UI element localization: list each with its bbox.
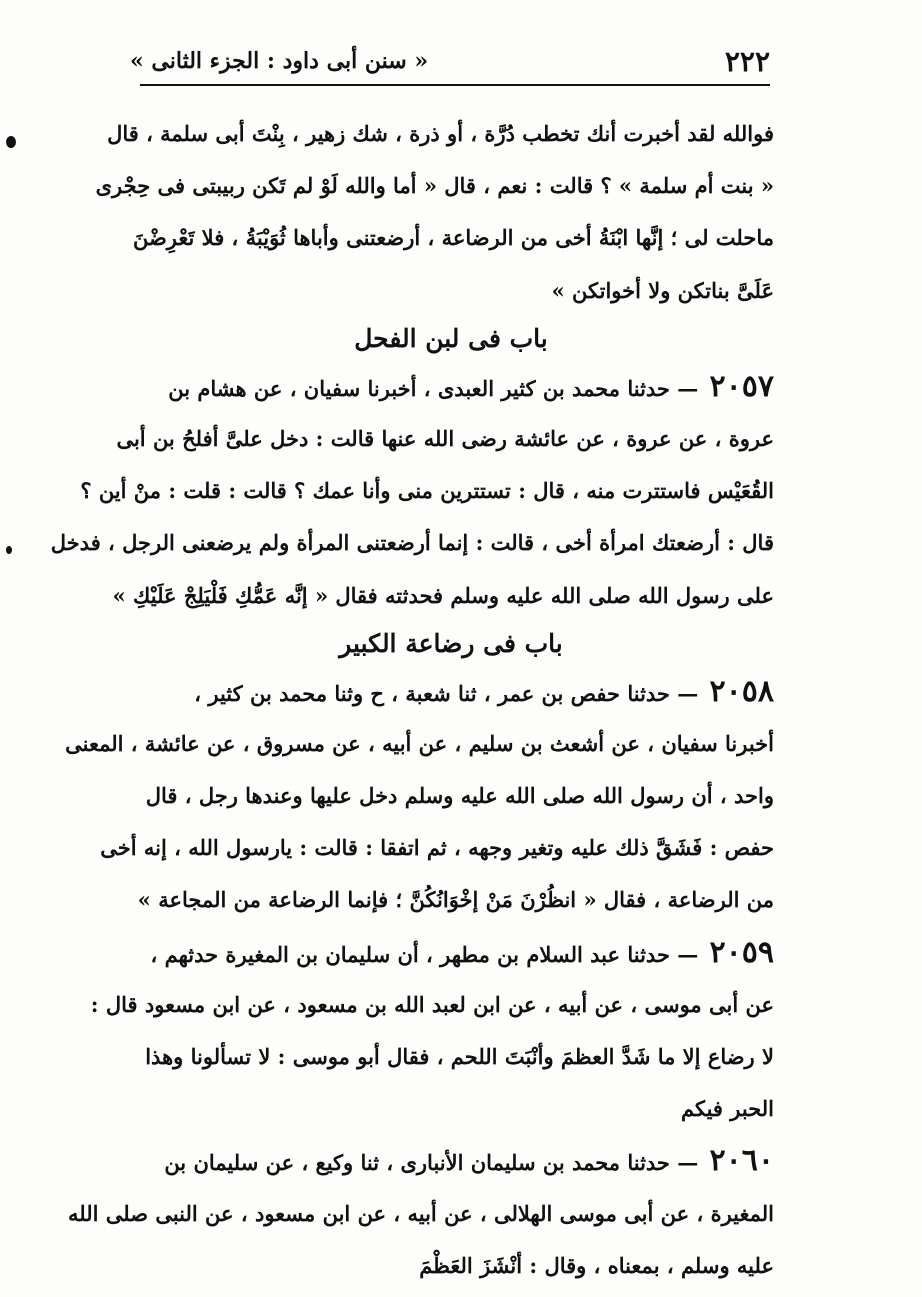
- text-line: « بنت أم سلمة » ؟ قالت : نعم ، قال « أما والله لَوْ لم تَكن ربيبتى فى حِجْرى: [95, 173, 774, 199]
- hadith-first-line: [128, 666, 774, 718]
- text-line: واحد ، أن رسول الله صلى الله عليه وسلم دخل عليها وعندها رجل ، قال: [145, 783, 774, 809]
- text-line: حفص : فَشَقَّ ذلك عليه وتغير وجهه ، ثم اتفقا : قالت : يارسول الله ، إنه أخى: [100, 835, 774, 861]
- text-line: المغيرة ، عن أبى موسى الهلالى ، عن أبيه ، عن ابن مسعود ، عن النبى صلى الله: [67, 1200, 774, 1226]
- text-line: على رسول الله صلى الله عليه وسلم فحدثته فقال « إنَّه عَمُّكِ فَلْيَلِجْ عَلَيْكِ »: [112, 582, 774, 608]
- page-body: [50, 108, 774, 1292]
- text-line: أخبرنا سفيان ، عن أشعث بن سليم ، عن أبيه ، عن مسروق ، عن عائشة ، المعنى: [65, 730, 774, 756]
- running-title: « سنن أبى داود : الجزء الثانى »: [130, 48, 429, 74]
- page-header: [130, 40, 770, 82]
- hadith-number: ٢٠٥٩: [709, 934, 774, 970]
- text-line: عليه وسلم ، بمعناه ، وقال : أنْشَزَ العَظْمَ: [419, 1252, 774, 1278]
- text-line: لا رضاع إلا ما شَدَّ العظمَ وأنْبَتَ اللحم ، فقال أبو موسى : لا تسألونا وهذا: [145, 1044, 774, 1069]
- hadith-number: ٢٠٦٠: [709, 1143, 774, 1179]
- page-number: ٢٢٢: [724, 44, 770, 78]
- margin-mark: [6, 136, 16, 148]
- hadith-text: — حدثنا محمد بن سليمان الأنبارى ، ثنا وكيع ، عن سليمان بن: [164, 1150, 699, 1176]
- hadith-text: — حدثنا عبد السلام بن مطهر ، أن سليمان بن المغيرة حدثهم ،: [150, 941, 699, 967]
- hadith-number: ٢٠٥٧: [709, 368, 774, 404]
- hadith-first-line: [128, 1135, 774, 1187]
- chapter-heading: باب فى لبن الفحل: [354, 323, 548, 353]
- text-line: عن أبى موسى ، عن أبيه ، عن ابن لعبد الله بن مسعود ، عن ابن مسعود قال :: [90, 991, 774, 1017]
- text-line: فوالله لقد أخبرت أنك تخطب دُرَّة ، أو ذرة ، شك زهير ، بِنْتَ أبى سلمة ، قال: [107, 121, 774, 146]
- hadith-text: — حدثنا محمد بن كثير العبدى ، أخبرنا سفيان ، عن هشام بن: [168, 375, 699, 401]
- text-line: عَلَىَّ بناتكن ولا أخواتكن »: [551, 277, 774, 303]
- text-line: من الرضاعة ، فقال « انظُرْنَ مَنْ إخْوَانُكُنَّ ؛ فإنما الرضاعة من المجاعة »: [137, 887, 774, 913]
- chapter-heading: باب فى رضاعة الكبير: [339, 628, 563, 658]
- hadith-text: — حدثنا حفص بن عمر ، ثنا شعبة ، ح وثنا محمد بن كثير ،: [194, 680, 699, 706]
- hadith-number: ٢٠٥٨: [709, 673, 774, 709]
- margin-mark: [6, 546, 12, 554]
- text-line: الحبر فيكم: [681, 1096, 774, 1122]
- hadith-first-line: [128, 361, 774, 413]
- hadith-first-line: [128, 927, 774, 979]
- text-line: ماحلت لى ؛ إنَّها ابْنَةُ أخى من الرضاعة ، أرضعتنى وأباها ثُوَيْبَةُ ، فلا تَعْرِضْنَ: [132, 225, 774, 251]
- text-line: قال : أرضعتك امرأة أخى ، قالت : إنما أرضعتنى المرأة ولم يرضعنى الرجل ، فدخل: [50, 530, 774, 556]
- text-line: عروة ، عن عروة ، عن عائشة رضى الله عنها قالت : دخل علىَّ أفلحُ بن أبى: [116, 425, 774, 451]
- header-rule: [140, 84, 770, 86]
- text-line: القُعَيْس فاستترت منه ، قال : تستترين منى وأنا عمك ؟ قالت : قلت : منْ أين ؟: [80, 478, 774, 504]
